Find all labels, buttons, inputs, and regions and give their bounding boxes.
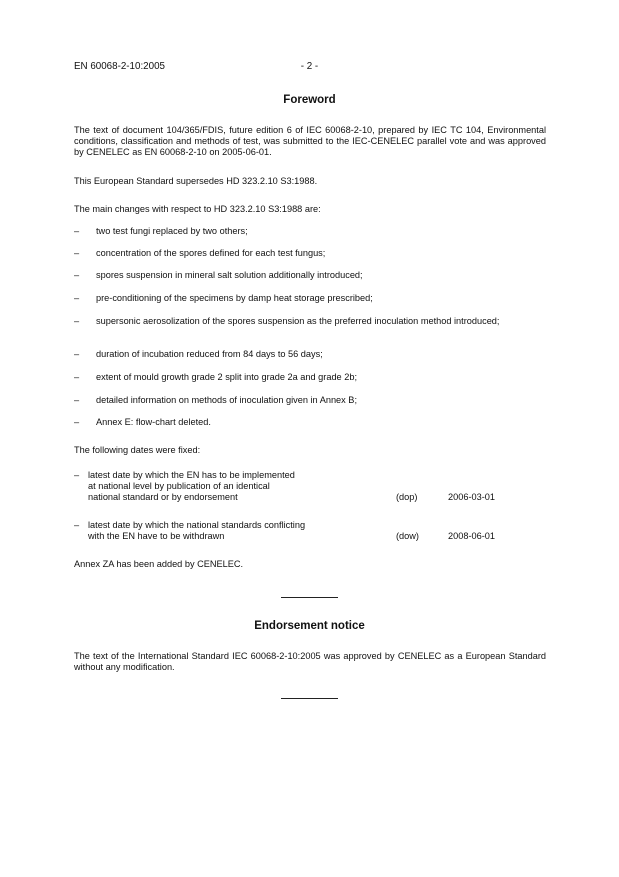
dash-marker: – (74, 316, 80, 326)
dash-marker: – (74, 520, 80, 530)
date-entry-line: at national level by publication of an identical (88, 481, 270, 491)
dash-marker: – (74, 372, 80, 382)
dash-marker: – (74, 470, 80, 480)
list-item-text: supersonic aerosolization of the spores suspension as the preferred inoculation method introduced; (96, 316, 500, 326)
date-value: 2008-06-01 (448, 531, 495, 541)
dates-intro: The following dates were fixed: (74, 445, 201, 455)
dash-marker: – (74, 395, 80, 405)
dash-marker: – (74, 248, 80, 258)
foreword-intro: The text of document 104/365/FDIS, future edition 6 of IEC 60068-2-10, prepared by IEC TC 104, Environmental conditions, classification and methods of test, was submitted to the IEC-CENELEC parallel vote and was approved by CENELEC as EN 60068-2-10 on 2005-06-01. (74, 125, 546, 157)
changes-intro: The main changes with respect to HD 323.2.10 S3:1988 are: (74, 204, 321, 214)
date-code: (dow) (396, 531, 419, 541)
page-number: - 2 - (300, 61, 319, 72)
date-entry-text (88, 520, 388, 542)
date-code: (dop) (396, 492, 418, 502)
date-entry-text (88, 470, 388, 503)
list-item-text: spores suspension in mineral salt solution additionally introduced; (96, 270, 363, 280)
date-entry-line: with the EN have to be withdrawn (88, 531, 225, 541)
dash-marker: – (74, 226, 80, 236)
foreword-title: Foreword (283, 94, 336, 106)
section-divider (281, 597, 338, 598)
list-item-text: extent of mould growth grade 2 split into grade 2a and grade 2b; (96, 372, 357, 382)
annex-note: Annex ZA has been added by CENELEC. (74, 559, 244, 569)
list-item-text: concentration of the spores defined for each test fungus; (96, 248, 326, 258)
list-item-text: pre-conditioning of the specimens by damp heat storage prescribed; (96, 293, 373, 303)
date-entry-line: latest date by which the national standards conflicting (88, 520, 306, 530)
list-item-text: Annex E: flow-chart deleted. (96, 417, 211, 427)
list-item-text: duration of incubation reduced from 84 days to 56 days; (96, 349, 323, 359)
document-id: EN 60068-2-10:2005 (74, 61, 165, 72)
list-item-text: two test fungi replaced by two others; (96, 226, 248, 236)
endorsement-title: Endorsement notice (254, 620, 365, 632)
list-item-text: detailed information on methods of inoculation given in Annex B; (96, 395, 357, 405)
date-entry-line: national standard or by endorsement (88, 492, 238, 502)
section-divider (281, 698, 338, 699)
dash-marker: – (74, 417, 80, 427)
supersedes-statement: This European Standard supersedes HD 323.2.10 S3:1988. (74, 176, 318, 186)
dash-marker: – (74, 293, 80, 303)
dash-marker: – (74, 270, 80, 280)
date-entry-line: latest date by which the EN has to be implemented (88, 470, 295, 480)
date-value: 2006-03-01 (448, 492, 495, 502)
dash-marker: – (74, 349, 80, 359)
endorsement-text: The text of the International Standard IEC 60068-2-10:2005 was approved by CENELEC as a European Standard without any modification. (74, 651, 546, 672)
